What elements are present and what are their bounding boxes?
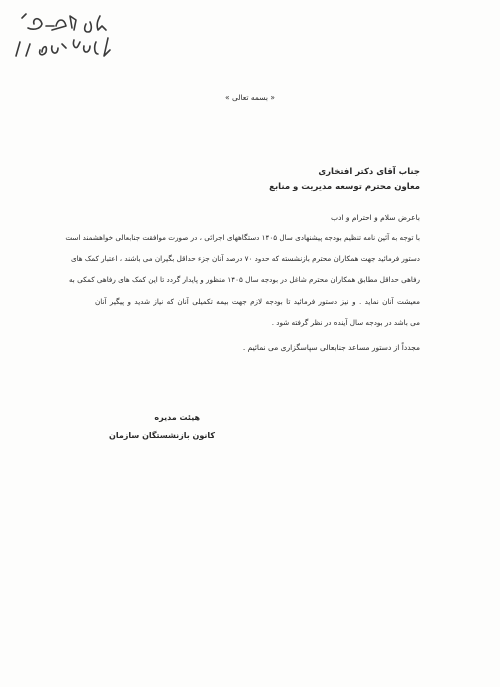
- body-line-3: رفاهی حداقل مطابق همکاران محترم شاغل در بودجه سال ۱۴۰۵ منظور و پایدار گردد تا این کمک های رفاهی کمکی به: [68, 275, 420, 284]
- body-line-5: می باشد در بودجه سال آینده در نظر گرفته شود .: [271, 318, 420, 327]
- body-line-2: دستور فرمائید جهت همکاران محترم بازنشسته که حدود ۷۰ درصد آنان جزء حداقل بگیران می باشند ، اعتبار کمک های: [70, 254, 420, 263]
- body-line-1: با توجه به آئین نامه تنظیم بودجه پیشنهادی سال ۱۴۰۵ دستگاههای اجرائی ، در صورت موافقت جنابعالی خواهشمند است: [65, 233, 420, 242]
- recipient-name: جناب آقای دکتر افتخاری: [318, 167, 420, 177]
- signature-board: هیئت مدیره: [154, 413, 200, 422]
- letter-heading: « بسمه تعالی »: [225, 93, 275, 102]
- handwritten-note-drawing: [12, 6, 112, 62]
- signature-organization: کانون بازنشستگان سازمان: [109, 431, 215, 440]
- greeting-line: باعرض سلام و احترام و ادب: [331, 213, 420, 222]
- closing-line: مجدداً از دستور مساعد جنابعالی سپاسگزاری می نمائیم .: [242, 343, 420, 352]
- body-line-4: معیشت آنان نماید . و نیز دستور فرمائید تا بودجه لازم جهت بیمه تکمیلی آنان که نیاز شدید و پیگیر آنان: [95, 297, 420, 306]
- handwritten-registration-note: [12, 6, 112, 62]
- recipient-title: معاون محترم توسعه مدیریت و منابع: [269, 182, 420, 192]
